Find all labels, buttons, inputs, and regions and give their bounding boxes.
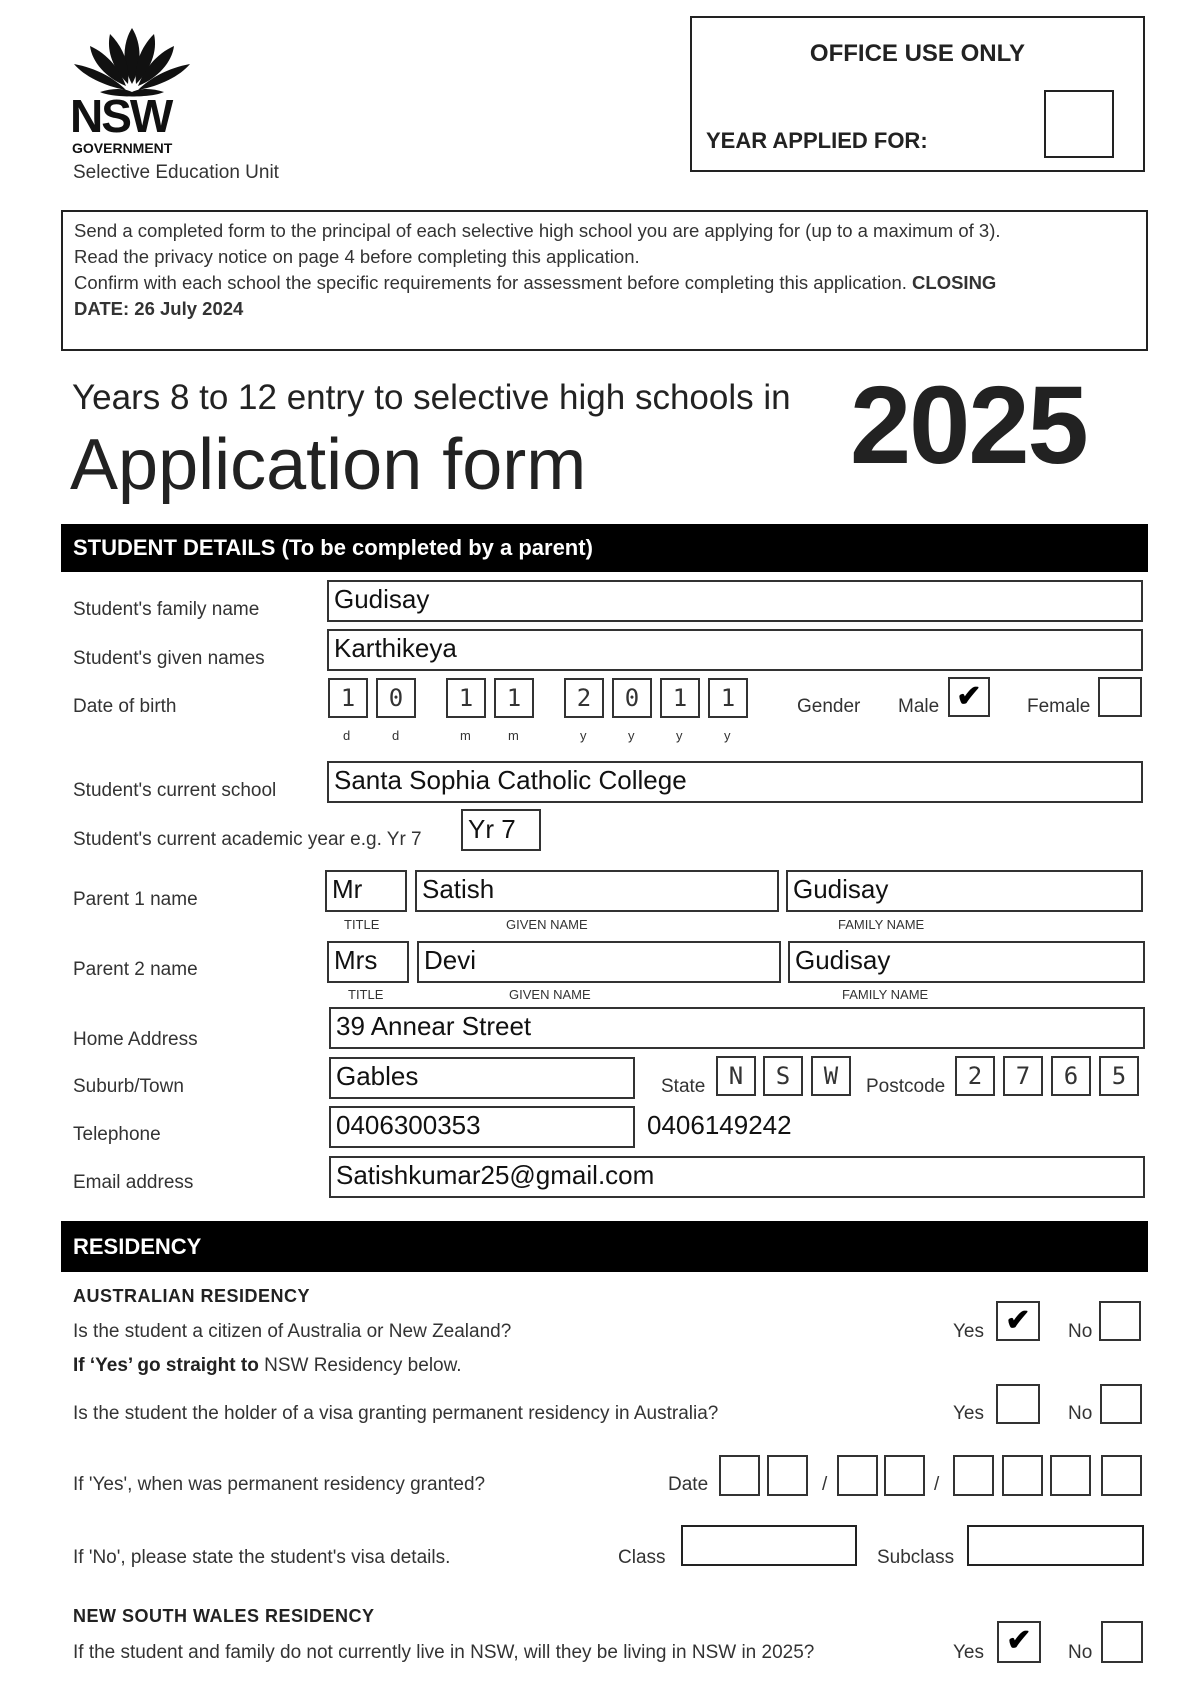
email-field[interactable]: Satishkumar25@gmail.com [329, 1156, 1145, 1198]
postcode-char-4[interactable]: 5 [1099, 1056, 1139, 1096]
dob-day-1[interactable]: 1 [328, 678, 368, 718]
parent1-family-field[interactable]: Gudisay [786, 870, 1143, 912]
postcode-label: Postcode [866, 1076, 946, 1097]
suburb-field[interactable]: Gables [329, 1057, 635, 1099]
class-label: Class [618, 1547, 666, 1568]
notice-box [61, 210, 1148, 351]
parent1-family-hint: FAMILY NAME [838, 917, 925, 932]
dob-hint: y [628, 728, 635, 743]
parent2-family-field[interactable]: Gudisay [788, 941, 1145, 983]
parent1-given-field[interactable]: Satish [415, 870, 779, 912]
citizen-question: Is the student a citizen of Australia or New Zealand? [73, 1321, 512, 1342]
school-field[interactable]: Santa Sophia Catholic College [327, 761, 1143, 803]
state-char-2[interactable]: S [763, 1056, 803, 1096]
visa-no-label: No [1068, 1403, 1093, 1424]
female-checkbox[interactable] [1098, 677, 1142, 717]
gender-label: Gender [797, 696, 861, 717]
nsw-no-label: No [1068, 1642, 1093, 1663]
suburb-label: Suburb/Town [73, 1076, 184, 1097]
pr-date-year-3[interactable] [1050, 1455, 1091, 1496]
male-checkbox[interactable]: ✔ [948, 677, 990, 717]
parent2-given-hint: GIVEN NAME [509, 987, 591, 1002]
year-applied-label: YEAR APPLIED FOR: [706, 128, 928, 153]
if-yes-rest: NSW Residency below. [258, 1355, 462, 1376]
unit-name: Selective Education Unit [73, 162, 279, 183]
nsw-yes-label: Yes [953, 1642, 984, 1663]
nsw-logo [70, 26, 200, 161]
dob-year-4[interactable]: 1 [708, 678, 748, 718]
nsw-residency-heading: NEW SOUTH WALES RESIDENCY [73, 1606, 375, 1626]
year-applied-field[interactable] [1044, 90, 1114, 158]
postcode-char-3[interactable]: 6 [1051, 1056, 1091, 1096]
pr-date-month-1[interactable] [837, 1455, 878, 1496]
visa-no-checkbox[interactable] [1100, 1384, 1142, 1424]
notice-line-1: Send a completed form to the principal of each selective high school you are applying for (up to a maximum of 3). [74, 220, 1001, 241]
pr-date-year-2[interactable] [1002, 1455, 1043, 1496]
visa-subclass-field[interactable] [967, 1525, 1144, 1566]
subtitle: Years 8 to 12 entry to selective high schools in [72, 378, 791, 417]
visa-yes-label: Yes [953, 1403, 984, 1424]
waratah-icon [70, 26, 195, 98]
if-yes-bold: If ‘Yes’ go straight to [73, 1355, 259, 1376]
parent1-title-field[interactable]: Mr [325, 870, 407, 912]
visa-question: Is the student the holder of a visa granting permanent residency in Australia? [73, 1403, 719, 1424]
parent2-title-hint: TITLE [348, 987, 384, 1002]
logo-text: NSW [70, 90, 172, 142]
given-names-label: Student's given names [73, 648, 265, 669]
postcode-char-1[interactable]: 2 [955, 1056, 995, 1096]
female-label: Female [1027, 696, 1091, 717]
office-use-box [690, 16, 1145, 172]
school-label: Student's current school [73, 780, 277, 801]
dob-year-2[interactable]: 0 [612, 678, 652, 718]
dob-year-3[interactable]: 1 [660, 678, 700, 718]
address-label: Home Address [73, 1029, 198, 1050]
parent1-given-hint: GIVEN NAME [506, 917, 588, 932]
citizen-no-checkbox[interactable] [1099, 1301, 1141, 1341]
closing-label: CLOSING [912, 272, 997, 293]
male-label: Male [898, 696, 940, 717]
pr-date-month-2[interactable] [884, 1455, 925, 1496]
date-slash: / [822, 1474, 828, 1495]
dob-day-2[interactable]: 0 [376, 678, 416, 718]
state-char-1[interactable]: N [716, 1056, 756, 1096]
citizen-yes-label: Yes [953, 1321, 984, 1342]
closing-date: DATE: 26 July 2024 [74, 298, 244, 319]
parent2-family-hint: FAMILY NAME [842, 987, 929, 1002]
date-label: Date [668, 1474, 709, 1495]
postcode-char-2[interactable]: 7 [1003, 1056, 1043, 1096]
visa-details-question: If 'No', please state the student's visa details. [73, 1547, 451, 1568]
state-char-3[interactable]: W [811, 1056, 851, 1096]
nsw-no-checkbox[interactable] [1101, 1621, 1143, 1663]
dob-hint: y [724, 728, 731, 743]
dob-month-1[interactable]: 1 [446, 678, 486, 718]
citizen-no-label: No [1068, 1321, 1093, 1342]
academic-year-field[interactable]: Yr 7 [461, 809, 541, 851]
telephone-alt: 0406149242 [647, 1110, 792, 1140]
date-slash: / [934, 1474, 940, 1495]
notice-line-3-text: Confirm with each school the specific requirements for assessment before completing this application. [74, 272, 907, 293]
form-title: Application form [70, 425, 587, 505]
visa-class-field[interactable] [681, 1525, 857, 1566]
pr-date-question: If 'Yes', when was permanent residency granted? [73, 1474, 486, 1495]
dob-hint: y [676, 728, 683, 743]
parent1-label: Parent 1 name [73, 889, 198, 910]
pr-date-day-1[interactable] [719, 1455, 760, 1496]
parent2-given-field[interactable]: Devi [417, 941, 781, 983]
nsw-question: If the student and family do not currently live in NSW, will they be living in NSW in 2025? [73, 1642, 815, 1663]
australian-residency-heading: AUSTRALIAN RESIDENCY [73, 1286, 311, 1306]
visa-yes-checkbox[interactable] [996, 1384, 1040, 1424]
telephone-field[interactable]: 0406300353 [329, 1106, 635, 1148]
family-name-label: Student's family name [73, 599, 260, 620]
dob-hint: y [580, 728, 587, 743]
logo-subtext: GOVERNMENT [72, 140, 173, 156]
dob-label: Date of birth [73, 696, 177, 717]
notice-line-2: Read the privacy notice on page 4 before completing this application. [74, 246, 640, 267]
telephone-label: Telephone [73, 1124, 161, 1145]
dob-hint: d [343, 728, 351, 743]
dob-hint: m [460, 728, 471, 743]
form-year: 2025 [850, 364, 1087, 487]
pr-date-day-2[interactable] [767, 1455, 808, 1496]
dob-hint: d [392, 728, 400, 743]
state-label: State [661, 1076, 706, 1097]
address-field[interactable]: 39 Annear Street [329, 1007, 1145, 1049]
dob-hint: m [508, 728, 519, 743]
dob-year-1[interactable]: 2 [564, 678, 604, 718]
email-label: Email address [73, 1172, 194, 1193]
pr-date-year-4[interactable] [1101, 1455, 1142, 1496]
parent2-label: Parent 2 name [73, 959, 198, 980]
academic-year-label: Student's current academic year e.g. Yr 7 [73, 829, 422, 850]
nsw-yes-checkbox[interactable]: ✔ [997, 1621, 1041, 1663]
office-use-title: OFFICE USE ONLY [809, 40, 1026, 67]
student-details-header: STUDENT DETAILS (To be completed by a parent) [61, 524, 1148, 572]
parent1-title-hint: TITLE [344, 917, 380, 932]
notice-line-3 [74, 270, 1146, 296]
family-name-field[interactable]: Gudisay [327, 580, 1143, 622]
parent2-title-field[interactable]: Mrs [327, 941, 409, 983]
if-yes-instruction [73, 1355, 462, 1377]
subclass-label: Subclass [877, 1547, 955, 1568]
residency-header: RESIDENCY [61, 1221, 1148, 1272]
pr-date-year-1[interactable] [953, 1455, 994, 1496]
dob-month-2[interactable]: 1 [494, 678, 534, 718]
given-names-field[interactable]: Karthikeya [327, 629, 1143, 671]
citizen-yes-checkbox[interactable]: ✔ [996, 1301, 1040, 1341]
